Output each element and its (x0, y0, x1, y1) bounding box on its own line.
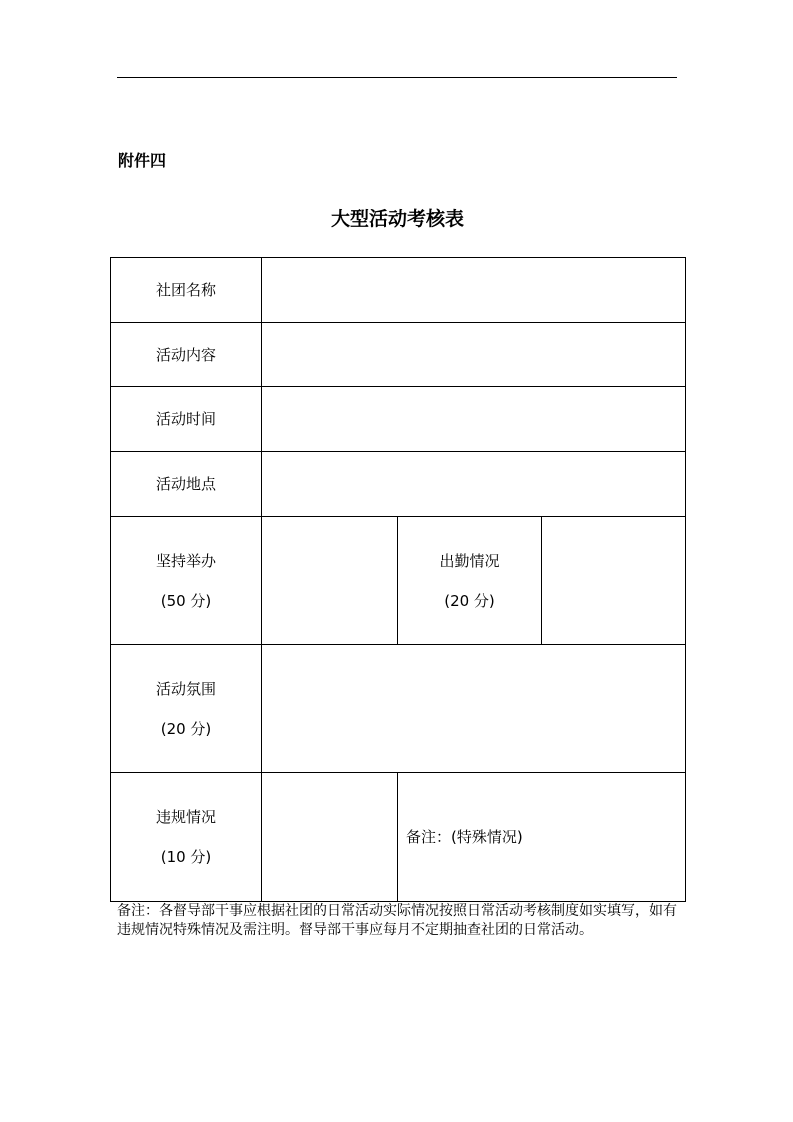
atmosphere-score: (20 分) (160, 719, 212, 738)
activity-time-label: 活动时间 (111, 387, 262, 452)
footnote: 备注：各督导部干事应根据社团的日常活动实际情况按照日常活动考核制度如实填写，如有违规情况特殊情况及需注明。督导部干事应每月不定期抽查社团的日常活动。 (117, 903, 677, 938)
header-rule (117, 77, 677, 78)
atmosphere-label-cell (111, 645, 262, 773)
attendance-field[interactable] (542, 517, 686, 645)
document-title: 大型活动考核表 (330, 208, 464, 230)
activity-place-field[interactable] (262, 452, 686, 517)
club-name-label: 社团名称 (111, 258, 262, 323)
attachment-label: 附件四 (118, 151, 167, 170)
remark-field[interactable]: 备注：(特殊情况) (398, 773, 686, 902)
violation-field[interactable] (262, 773, 398, 902)
attendance-score: (20 分) (444, 591, 495, 610)
violation-label: 违规情况 (155, 808, 216, 826)
table-row (111, 517, 686, 645)
activity-content-label: 活动内容 (111, 323, 262, 387)
table-row (111, 387, 686, 452)
table-row (111, 645, 686, 773)
table-row (111, 452, 686, 517)
activity-content-field[interactable] (262, 323, 686, 387)
attendance-label-cell (398, 517, 542, 645)
persistence-field[interactable] (262, 517, 398, 645)
table-row (111, 773, 686, 902)
assessment-table (110, 257, 686, 902)
atmosphere-label: 活动氛围 (155, 679, 216, 698)
persistence-score: (50 分) (160, 591, 212, 610)
attendance-label: 出勤情况 (439, 551, 500, 570)
atmosphere-field[interactable] (262, 645, 686, 773)
persistence-label-cell (111, 517, 262, 645)
activity-place-label: 活动地点 (111, 452, 262, 517)
activity-time-field[interactable] (262, 387, 686, 452)
table-row (111, 258, 686, 323)
club-name-field[interactable] (262, 258, 686, 323)
table-row (111, 323, 686, 387)
violation-label-cell (111, 773, 262, 902)
violation-score: (10 分) (160, 848, 212, 866)
persistence-label: 坚持举办 (155, 551, 216, 570)
